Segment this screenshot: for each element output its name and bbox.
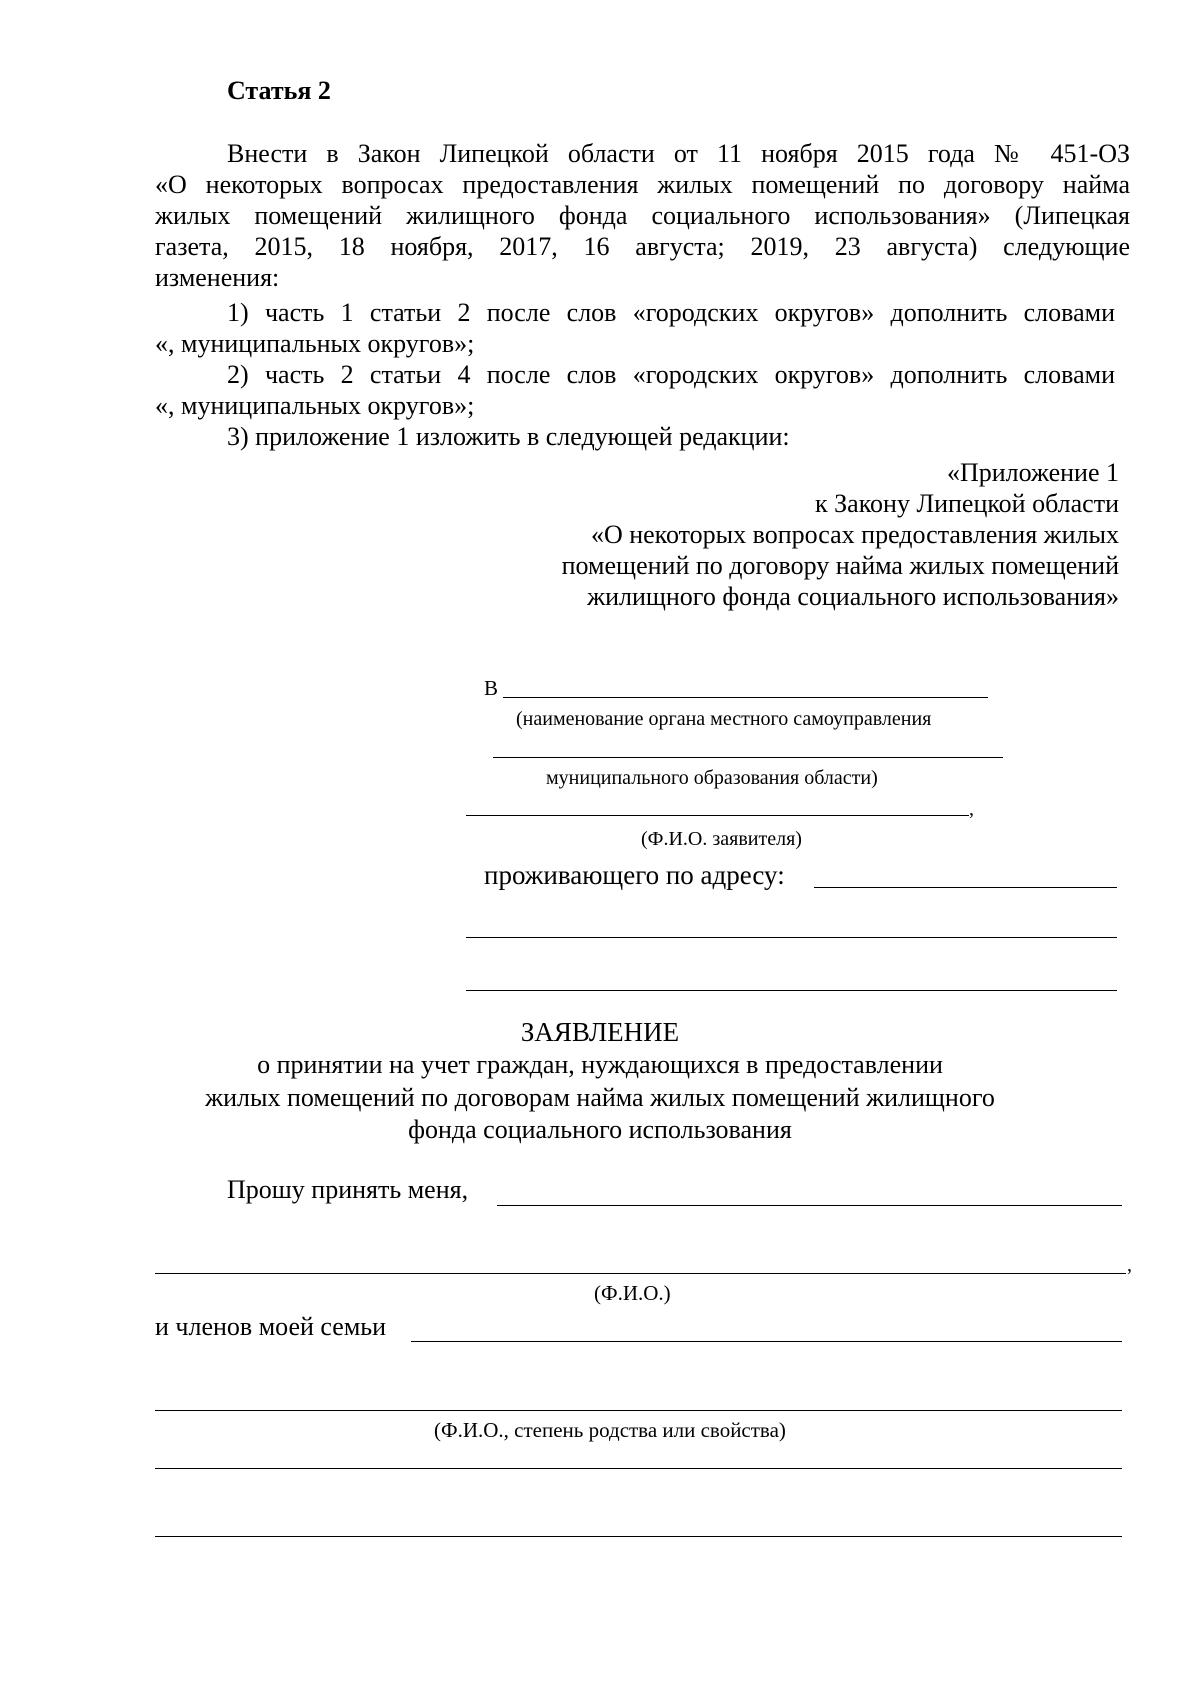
family-caption: (Ф.И.О., степень родства или свойства): [434, 1418, 786, 1442]
article-title: Статья 2: [227, 76, 331, 105]
statement-title: ЗАЯВЛЕНИЕ: [520, 1017, 680, 1047]
appendix-header-line: жилищного фонда социального использования»: [587, 582, 1119, 611]
address-field-line[interactable]: [814, 887, 1117, 888]
statement-subtitle-line: о принятии на учет граждан, нуждающихся в предоставлении: [257, 1050, 943, 1079]
family-members-line-2[interactable]: [155, 1410, 1122, 1411]
fio-caption: (Ф.И.О.): [594, 1281, 671, 1305]
item-1-line: «, муниципальных округов»;: [155, 329, 475, 358]
intro-line: жилых помещений жилищного фонда социального использования» (Липецкая: [155, 201, 1130, 230]
family-members-line-4[interactable]: [155, 1536, 1122, 1537]
appendix-header-line: помещений по договору найма жилых помещений: [561, 551, 1119, 580]
item-3: 3) приложение 1 изложить в следующей редакции:: [227, 422, 790, 451]
intro-line: «О некоторых вопросах предоставления жилых помещений по договору найма: [155, 170, 1130, 199]
applicant-comma: ,: [969, 798, 974, 820]
statement-subtitle-line: жилых помещений по договорам найма жилых помещений жилищного: [205, 1083, 995, 1112]
to-prefix: В: [484, 676, 499, 700]
applicant-fio-line[interactable]: [497, 1205, 1122, 1206]
organ-field-line[interactable]: [503, 697, 988, 698]
intro-line: Внести в Закон Липецкой области от 11 ноября 2015 года № 451-ОЗ: [227, 139, 1130, 168]
family-members-line-3[interactable]: [155, 1468, 1122, 1469]
address-label: проживающего по адресу:: [484, 860, 785, 890]
request-label: Прошу принять меня,: [227, 1175, 469, 1204]
organ-caption: (наименование органа местного самоуправления: [516, 708, 932, 730]
item-2-line: 2) часть 2 статьи 4 после слов «городских округов» дополнить словами: [227, 360, 1115, 389]
address-field-line-3[interactable]: [466, 990, 1117, 991]
fio-comma: ,: [1127, 1254, 1132, 1276]
applicant-fio-line-2[interactable]: [155, 1273, 1126, 1274]
appendix-header-line: к Закону Липецкой области: [815, 489, 1119, 518]
family-members-line[interactable]: [411, 1341, 1122, 1342]
intro-line: изменения:: [155, 263, 280, 292]
statement-subtitle-line: фонда социального использования: [408, 1115, 792, 1144]
intro-line: газета, 2015, 18 ноября, 2017, 16 августа; 2019, 23 августа) следующие: [155, 232, 1130, 261]
family-label: и членов моей семьи: [155, 1312, 387, 1341]
item-1-line: 1) часть 1 статьи 2 после слов «городских округов» дополнить словами: [227, 298, 1115, 327]
applicant-caption: (Ф.И.О. заявителя): [641, 828, 802, 850]
appendix-header-line: «О некоторых вопросах предоставления жилых: [590, 520, 1119, 549]
applicant-name-line[interactable]: [466, 815, 969, 816]
appendix-header-line: «Приложение 1: [946, 458, 1119, 487]
address-field-line-2[interactable]: [466, 937, 1117, 938]
municipality-caption: муниципального образования области): [546, 767, 878, 789]
item-2-line: «, муниципальных округов»;: [155, 391, 475, 420]
organ-field-line-2[interactable]: [493, 757, 1003, 758]
